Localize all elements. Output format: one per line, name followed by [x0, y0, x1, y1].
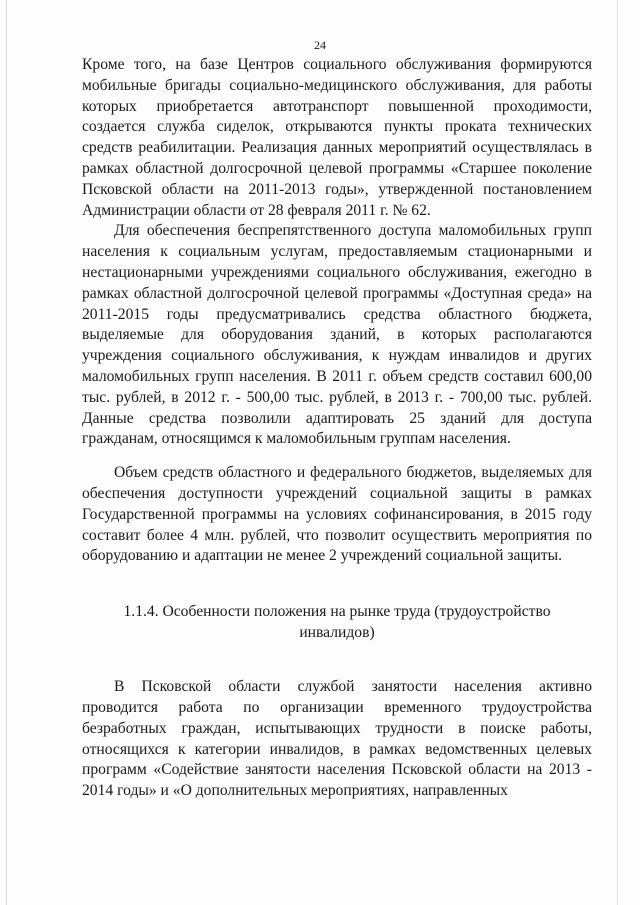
paragraph-gap: [82, 450, 592, 463]
page-number: 24: [314, 38, 326, 52]
document-body: [82, 55, 592, 802]
section-heading: 1.1.4. Особенности положения на рынке труда (трудоустройство инвалидов): [123, 603, 551, 642]
paragraph-employment-service: В Псковской области службой занятости населения активно проводится работа по организации временного трудоустройства безработных граждан, испытывающих трудности в поиске работы, относящихся к категории инвалидов, в рамках ведомственных целевых программ «Содействие занятости населения Псковской области на 2013 - 2014 годы» и «О дополнительных мероприятиях, направленных: [82, 678, 592, 800]
section-gap: [82, 643, 592, 677]
section-gap: [82, 567, 592, 601]
paragraph-budget-volume: Объем средств областного и федерального бюджетов, выделяемых для обеспечения доступности учреждений социальной защиты в рамках Государственной программы на условиях софинансирования, в 2015 году составит более 4 млн. рублей, что позволит осуществить мероприятия по оборудованию и адаптации не менее 2 учреждений социальной защиты.: [82, 464, 592, 565]
paragraph-accessible-environment: Для обеспечения беспрепятственного доступа маломобильных групп населения к социальным услугам, предоставляемым стационарными и нестационарными учреждениями социального обслуживания, ежегодно в рамках областной долгосрочной целевой программы «Доступная среда» на 2011-2015 годы предусматривались средства областного бюджета, выделяемые для оборудования зданий, в которых располагаются учреждения социального обслуживания, к нуждам инвалидов и других маломобильных групп населения. В 2011 г. объем средств составил 600,00 тыс. рублей, в 2012 г. - 500,00 тыс. рублей, в 2013 г. - 700,00 тыс. рублей. Данные средства позволили адаптировать 25 зданий для доступа гражданам, относящимся к маломобильным группам населения.: [82, 222, 592, 448]
paragraph-mobile-teams: Кроме того, на базе Центров социального обслуживания формируются мобильные бригады социально-медицинского обслуживания, для работы которых приобретается автотранспорт повышенной проходимости, создается служба сиделок, открываются пункты проката технических средств реабилитации. Реализация данных мероприятий осуществлялась в рамках областной долгосрочной целевой программы «Старшее поколение Псковской области на 2011-2013 годы», утвержденной постановлением Администрации области от 28 февраля 2011 г. № 62.: [82, 56, 592, 219]
scan-edge-right: [617, 0, 618, 905]
scan-edge-left: [6, 0, 7, 905]
